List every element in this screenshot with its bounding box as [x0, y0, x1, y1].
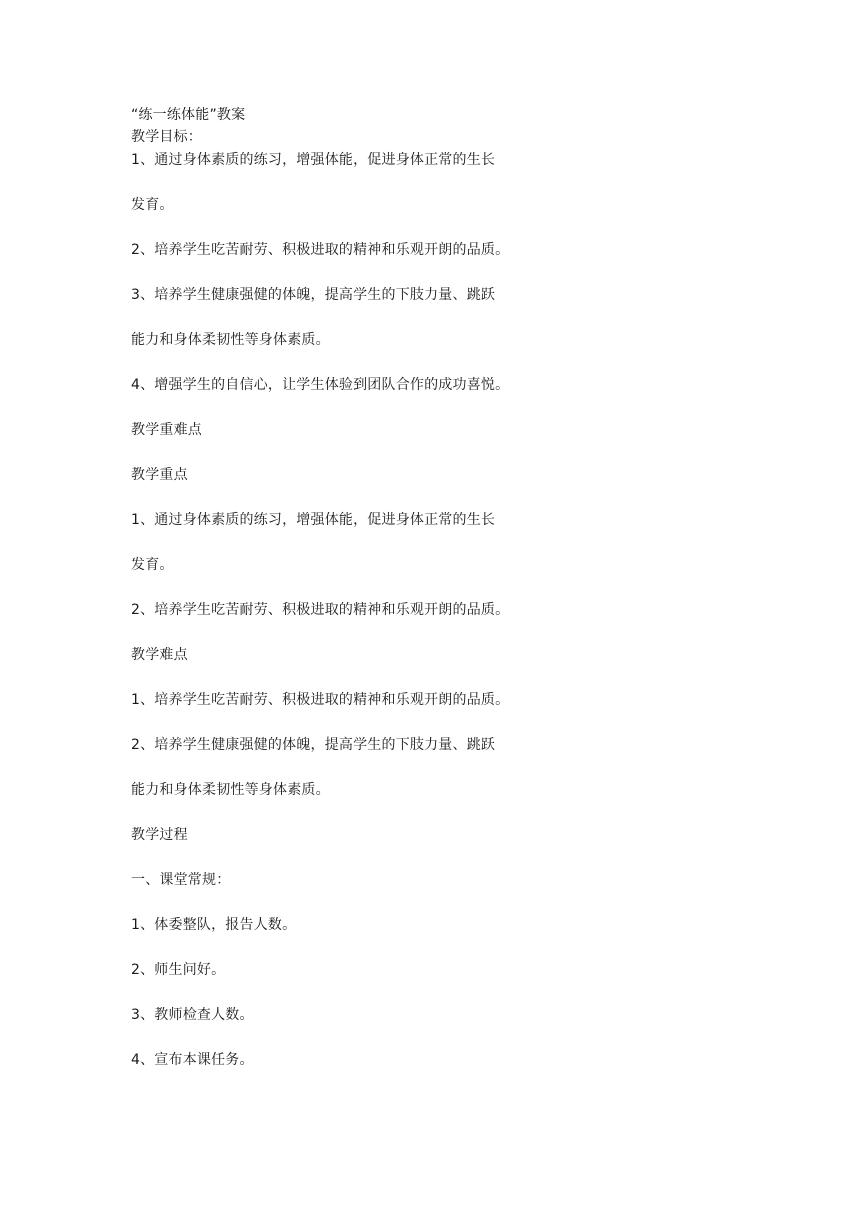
text-line: 2、培养学生吃苦耐劳、积极进取的精神和乐观开朗的品质。 — [131, 602, 510, 618]
section-heading: 教学过程 — [131, 827, 188, 843]
text-line: 发育。 — [131, 197, 174, 213]
text-line: 2、培养学生健康强健的体魄，提高学生的下肢力量、跳跃 — [131, 737, 496, 753]
text-line: 教学目标： — [131, 129, 202, 145]
section-heading: 教学难点 — [131, 647, 188, 663]
text-line: 发育。 — [131, 557, 174, 573]
section-heading: 一、课堂常规： — [131, 872, 231, 888]
text-line: 3、培养学生健康强健的体魄，提高学生的下肢力量、跳跃 — [131, 287, 496, 303]
document-title: “练一练体能”教案 — [131, 107, 246, 123]
text-line: 2、培养学生吃苦耐劳、积极进取的精神和乐观开朗的品质。 — [131, 242, 510, 258]
text-line: 3、教师检查人数。 — [131, 1007, 254, 1023]
text-line: 4、宣布本课任务。 — [131, 1052, 254, 1068]
text-line: 1、通过身体素质的练习，增强体能，促进身体正常的生长 — [131, 152, 496, 168]
text-line: 能力和身体柔韧性等身体素质。 — [131, 332, 330, 348]
text-line: 2、师生问好。 — [131, 962, 226, 978]
text-line: 能力和身体柔韧性等身体素质。 — [131, 782, 330, 798]
text-line: 4、增强学生的自信心，让学生体验到团队合作的成功喜悦。 — [131, 377, 510, 393]
section-heading: 教学重难点 — [131, 422, 202, 438]
text-line: 1、培养学生吃苦耐劳、积极进取的精神和乐观开朗的品质。 — [131, 692, 510, 708]
text-line: 1、通过身体素质的练习，增强体能，促进身体正常的生长 — [131, 512, 496, 528]
text-line: 1、体委整队，报告人数。 — [131, 917, 297, 933]
section-heading: 教学重点 — [131, 467, 188, 483]
